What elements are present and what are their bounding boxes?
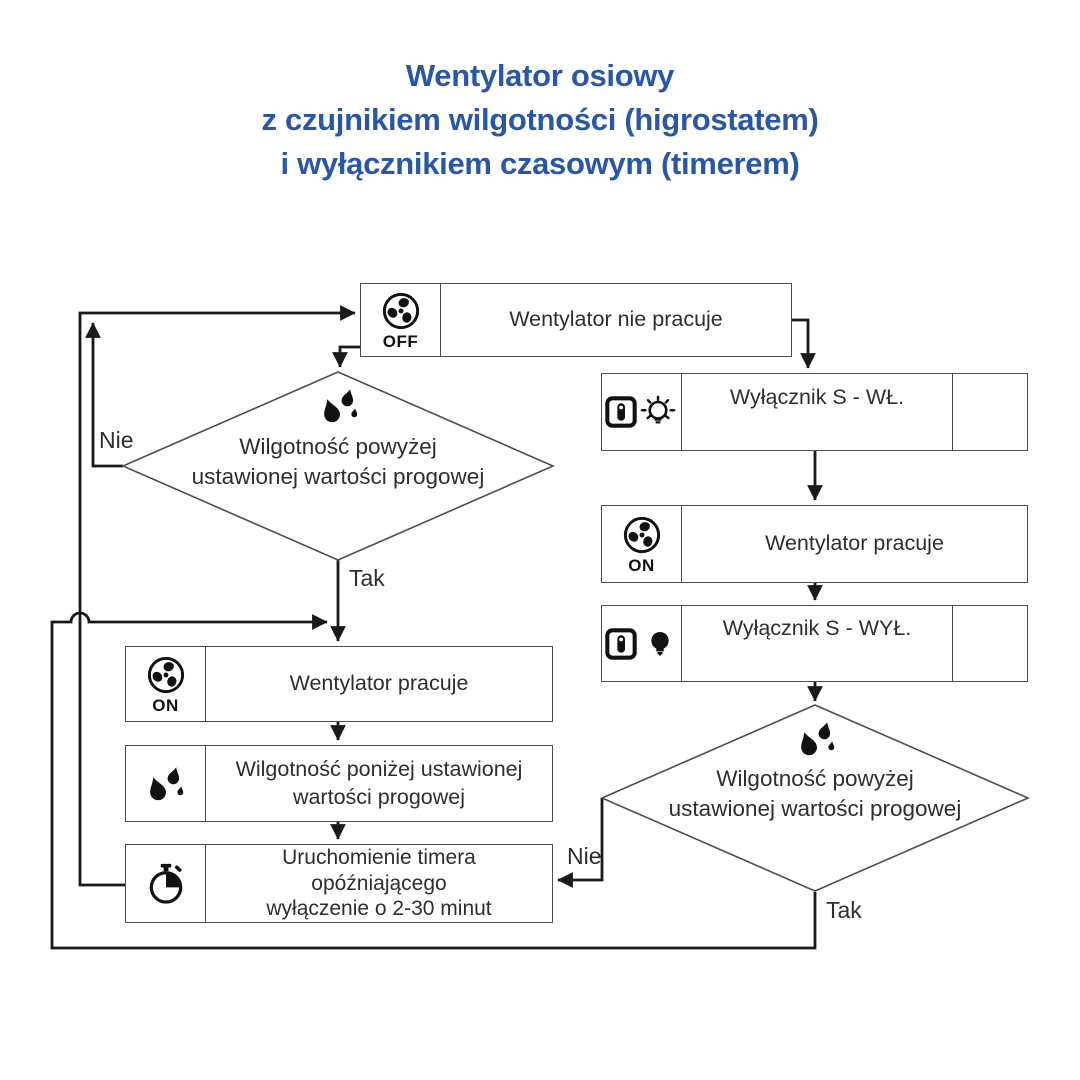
node-label: Wyłącznik S - WYŁ. (722, 616, 912, 640)
drops-icon (317, 385, 363, 432)
node-label (206, 746, 552, 821)
edge-label-nie-left: Nie (99, 427, 134, 453)
fan-state-label: ON (628, 556, 655, 575)
title-line-2: z czujnikiem wilgotności (higrostatem) (261, 102, 819, 137)
switch-bulb-on-icon (602, 374, 682, 450)
empty-cell (952, 606, 1027, 681)
node-label-line-3: wyłączenie o 2-30 minut (266, 897, 492, 921)
title-line-1: Wentylator osiowy (405, 58, 675, 93)
edge-fanoff-to-left-diamond (340, 347, 360, 367)
diagram-title (0, 54, 1080, 186)
drops-icon (794, 718, 840, 765)
drops-icon (126, 746, 206, 821)
node-switch-off (601, 605, 1028, 682)
fan-icon (126, 647, 206, 721)
title-line-3: i wyłącznikiem czasowym (timerem) (280, 146, 800, 181)
decision-right-line-2: ustawionej wartości progowej (668, 796, 962, 822)
fan-icon (602, 506, 682, 582)
node-label: Wentylator nie pracuje (509, 307, 723, 332)
node-label-line-2: wartości progowej (292, 784, 466, 809)
node-label: Wentylator pracuje (289, 671, 469, 696)
edge-label-tak-left: Tak (349, 565, 385, 591)
decision-left-line-1: Wilgotność powyżej (239, 434, 437, 459)
decision-right-line-1: Wilgotność powyżej (716, 766, 914, 791)
node-humidity-below (125, 745, 553, 822)
fan-state-label: ON (152, 696, 179, 715)
node-switch-on (601, 373, 1028, 451)
node-fan-on-right (601, 505, 1028, 583)
node-label (206, 845, 552, 922)
decision-left-line-2: ustawionej wartości progowej (191, 464, 485, 490)
node-label: Wentylator pracuje (765, 531, 944, 556)
decision-left-label (158, 432, 518, 493)
node-label: Wyłącznik S - WŁ. (729, 385, 905, 409)
node-label-line-2: opóźniającego (311, 871, 447, 895)
fan-state-label: OFF (382, 332, 419, 351)
edge-label-tak-right: Tak (826, 897, 862, 923)
node-fan-off (360, 283, 792, 357)
node-label-line-1: Wilgotność poniżej ustawionej (235, 756, 523, 781)
empty-cell (952, 374, 1027, 450)
node-fan-on-left (125, 646, 553, 722)
stopwatch-icon (126, 845, 206, 922)
switch-bulb-off-icon (602, 606, 682, 681)
edge-fanoff-to-switch-on (792, 320, 808, 368)
node-label-line-1: Uruchomienie timera (282, 846, 476, 870)
edge-label-nie-right: Nie (567, 843, 602, 869)
decision-right-label (635, 764, 995, 825)
fan-icon (361, 284, 441, 356)
node-timer (125, 844, 553, 923)
